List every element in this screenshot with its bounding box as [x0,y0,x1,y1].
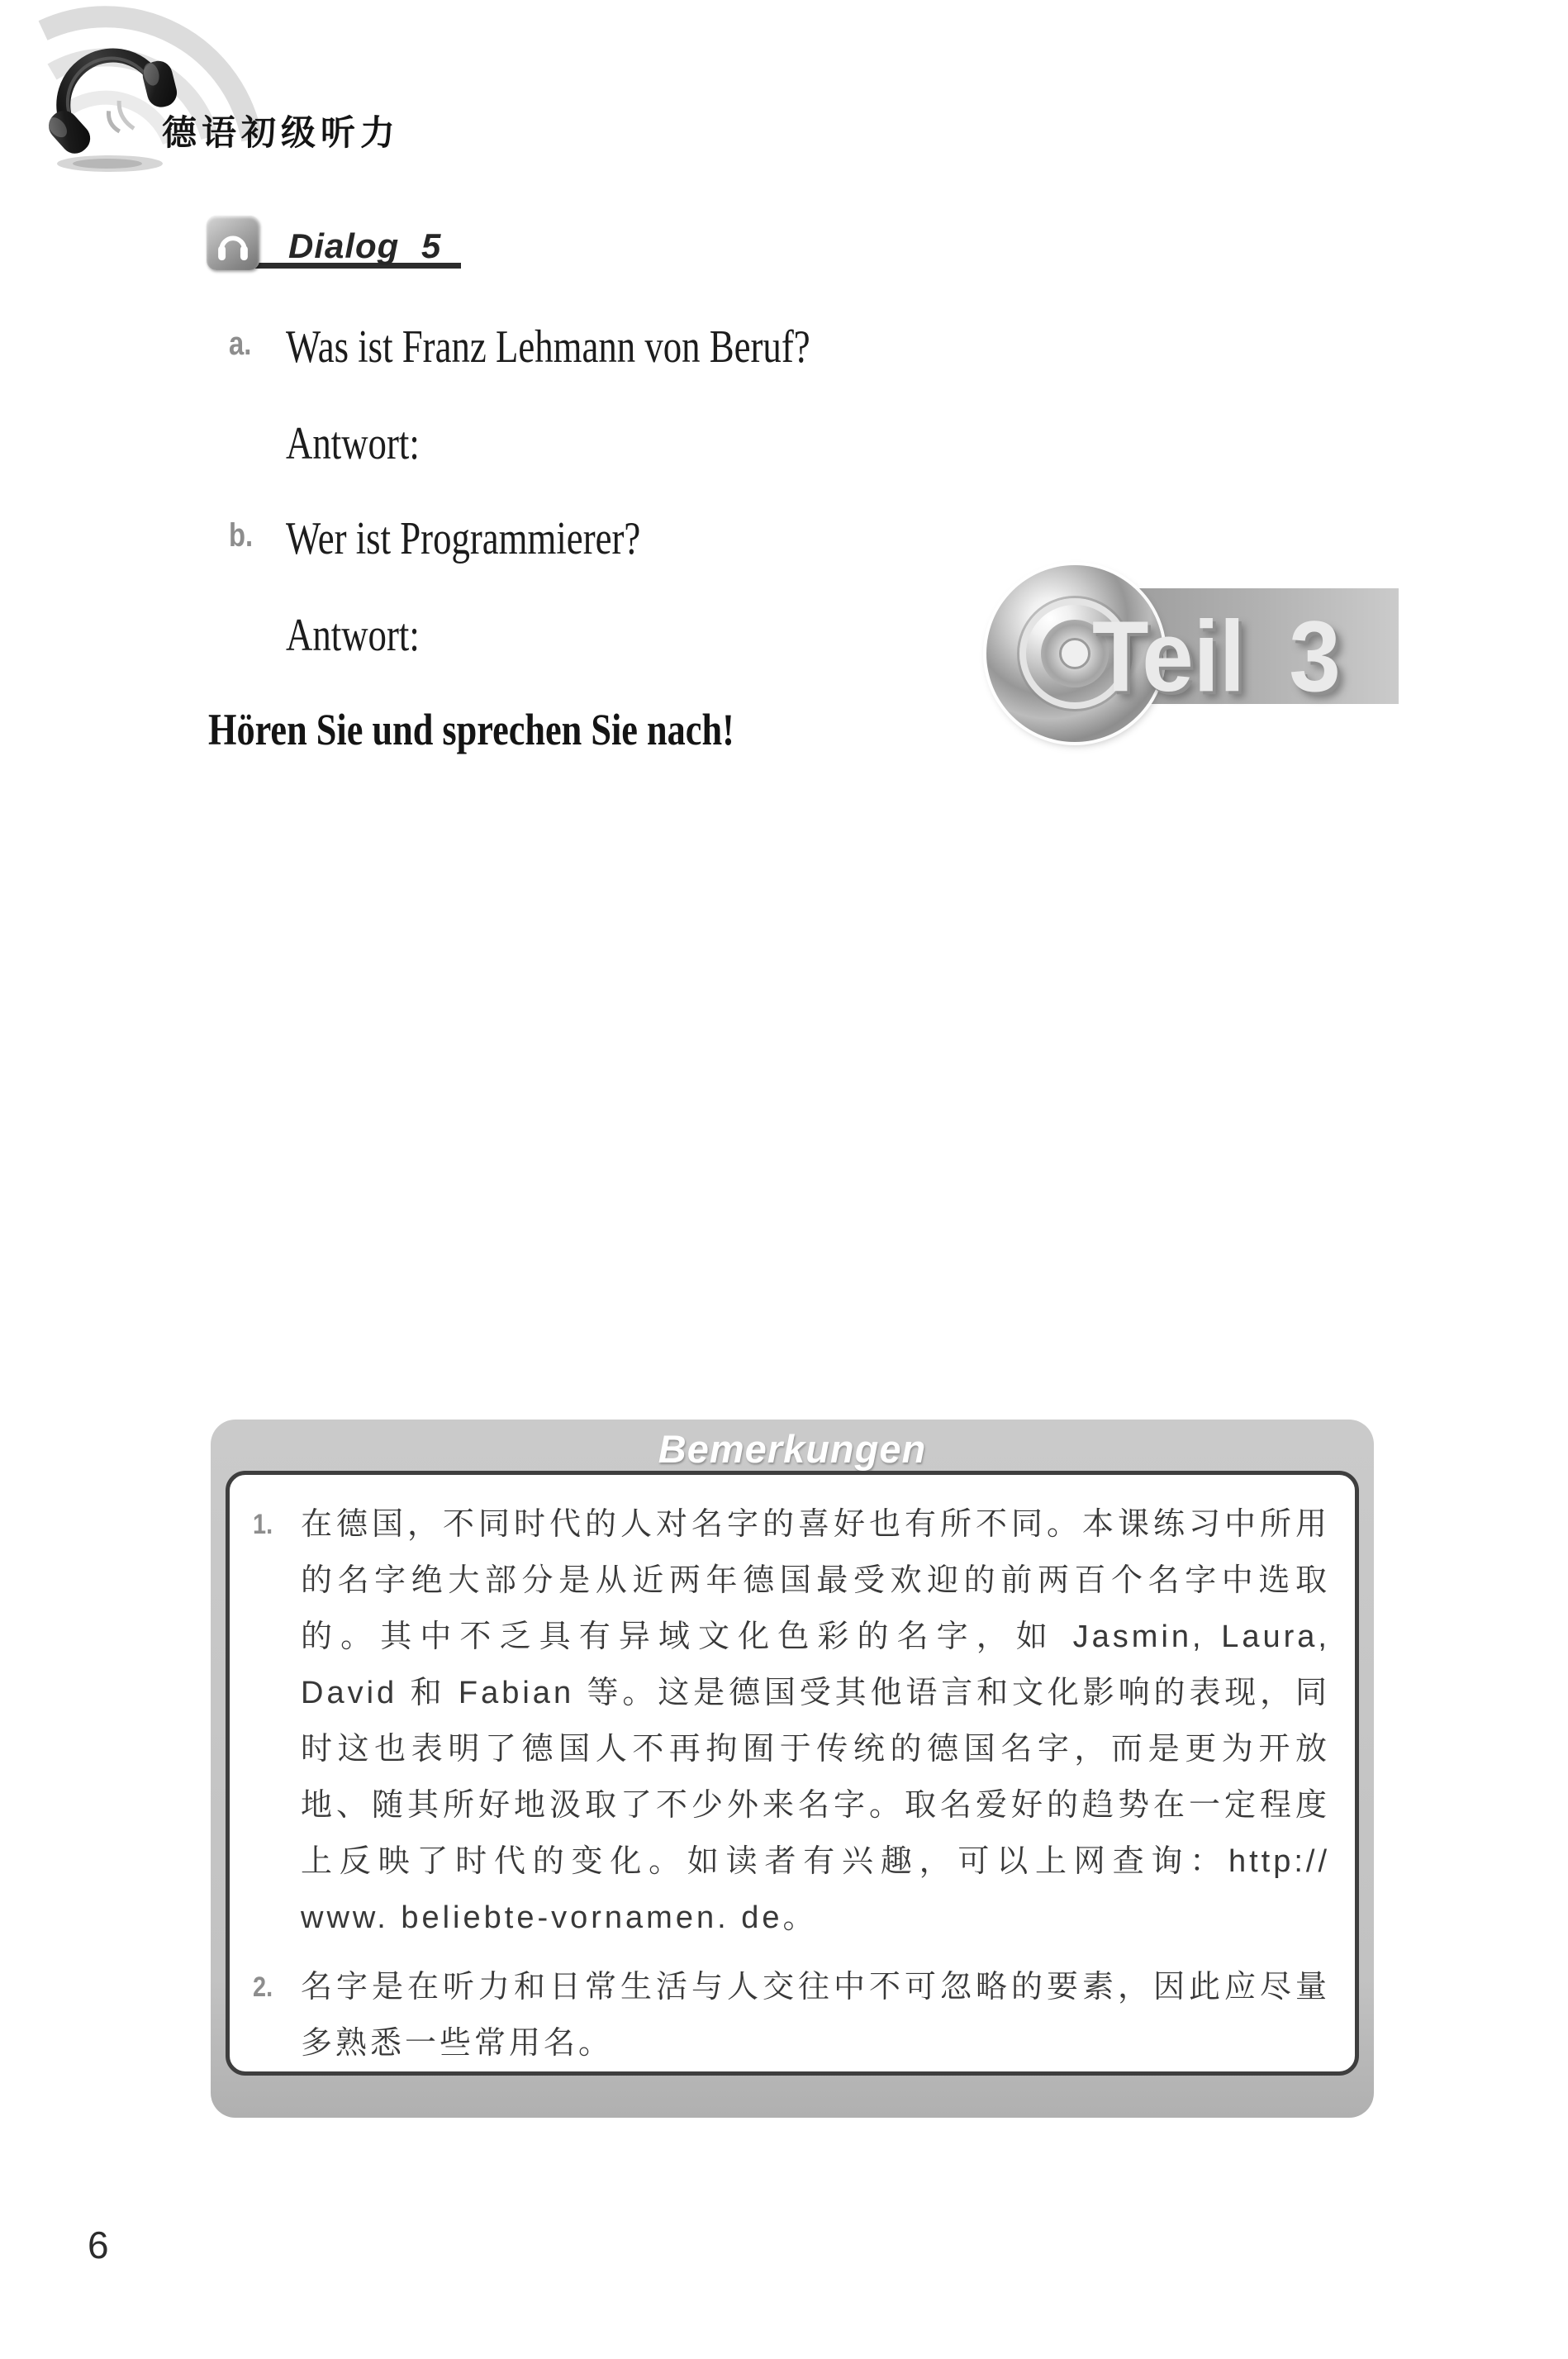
question-b-text: Wer ist Programmierer? [286,513,641,564]
vibration-arc [106,111,120,133]
question-label-a: a. [229,326,252,362]
logo-shadow-core [73,159,142,169]
teil-heading [1092,600,1341,712]
question-a-text: Was ist Franz Lehmann von Beruf? [286,321,810,373]
answer-label-b: Antwort: [286,610,420,661]
item-text: 名字是在听力和日常生活与人交往中不可忽略的要素，因此应尽量多熟悉一些常用名。 [301,1970,1330,2061]
teil-number: 3 [1289,600,1341,712]
brand-title: 德语初级听力 [162,115,401,153]
bemerkungen-title: Bemerkungen [658,1427,927,1471]
item-number: 1. [253,1509,273,1540]
headphones-icon [207,216,259,270]
dialog-heading: Dialog 5 [288,226,442,265]
item-number: 2. [253,1971,273,2003]
teil-word: Teil [1092,600,1246,712]
cd-hub [1059,638,1090,669]
bemerkungen-box [211,1420,1374,2118]
answer-label-a: Antwort: [286,418,420,469]
instruction-heading: Hören Sie und sprechen Sie nach! [208,705,734,754]
bemerkungen-item [253,1959,1330,2071]
item-text: 在德国，不同时代的人对名字的喜好也有所不同。本课练习中所用的名字绝大部分是从近两年德国最受欢迎的前两百个名字中选取的。其中不乏具有异域文化色彩的名字，如 Jasmin, Laura, David 和 Fabian 等。这是德国受其他语言和文化影响的表现，同时这也表明了德国人不再拘囿于传统的德国名字，而是更为开放地、随其所好地汲取了不少外来名字。取名爱好的趋势在一定程度上反映了时代的变化。如读者有兴趣，可以上网查询：http:// www. beliebte-vornamen. de。 [301,1507,1330,1935]
question-label-b: b. [229,517,254,554]
page-number: 6 [88,2223,109,2266]
bemerkungen-content [226,1471,1359,2076]
bemerkungen-item [253,1496,1330,1946]
